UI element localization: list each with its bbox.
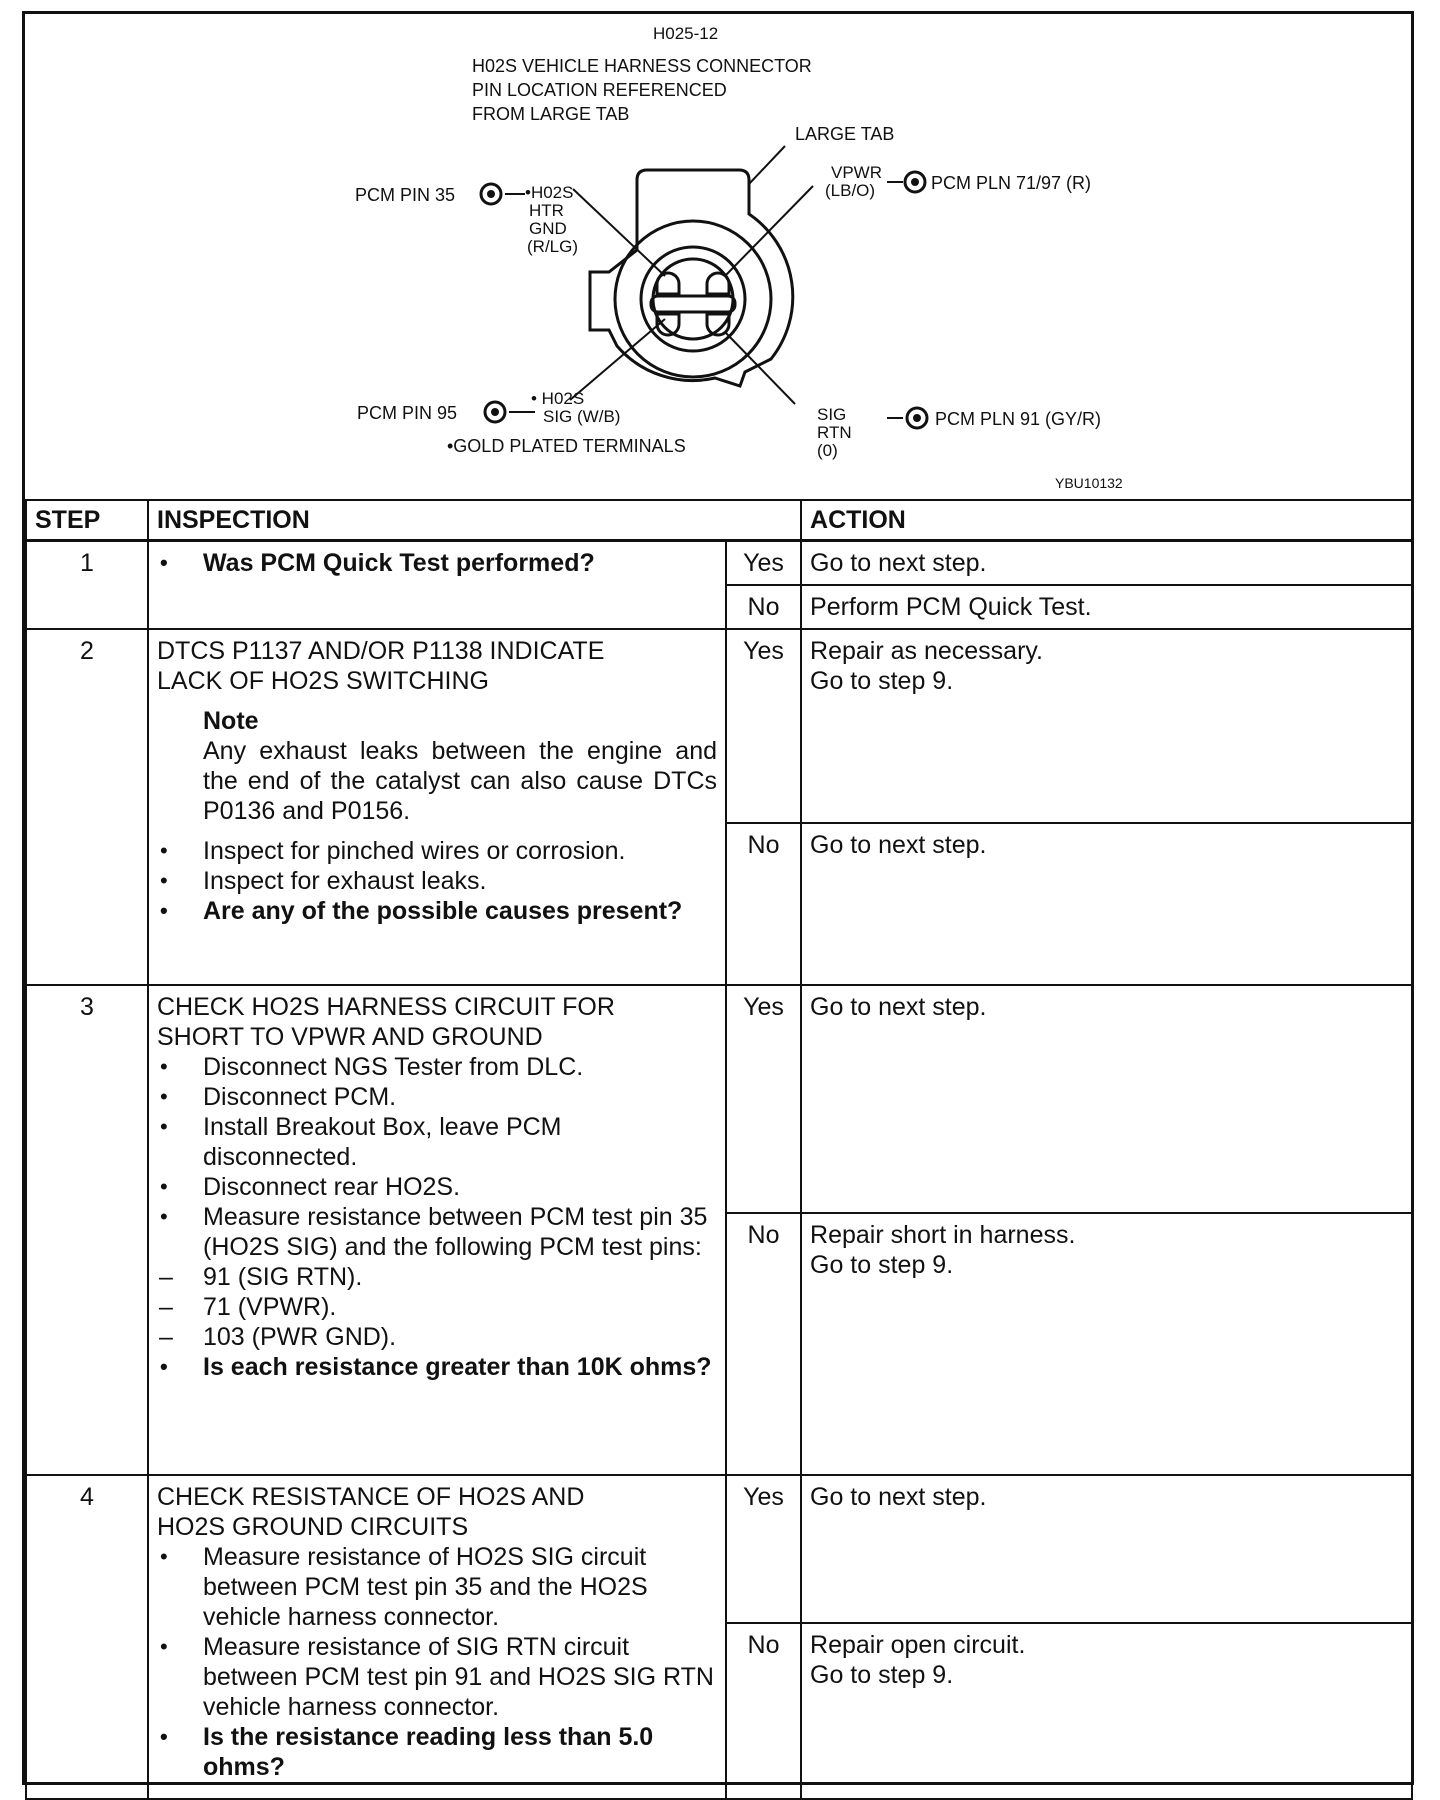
inspection-cell (148, 1475, 726, 1799)
yes-label: Yes (726, 1475, 801, 1623)
label-line: (0) (817, 441, 838, 460)
action-line: Perform PCM Quick Test. (810, 592, 1092, 621)
pin-list (157, 1262, 717, 1352)
bullet-list (157, 1052, 717, 1382)
note-block (157, 706, 717, 826)
label-line: • H02S (531, 389, 585, 408)
action-line: Go to step 9. (810, 1250, 954, 1279)
leader-line (749, 146, 785, 184)
step-row (26, 629, 1412, 823)
yes-label: Yes (726, 541, 801, 585)
step-number: 2 (26, 629, 148, 985)
step-row (26, 1475, 1412, 1623)
step-title-line: CHECK HO2S HARNESS CIRCUIT FOR (157, 992, 615, 1021)
note-text: Any exhaust leaks between the engine and the end of the catalyst can also cause DTCs P0136 and P0156. (203, 736, 717, 825)
table-header-row (26, 500, 1412, 541)
pcm-pin-95-label: PCM PIN 95 (357, 403, 458, 423)
diagnostic-table (25, 499, 1413, 1800)
header-step: STEP (26, 500, 148, 541)
label-line: •H02S (525, 183, 574, 202)
pin-item: – 71 (VPWR). (157, 1292, 717, 1322)
label-line: (LB/O) (825, 181, 876, 200)
step-title-line: DTCS P1137 AND/OR P1138 INDICATE (157, 636, 605, 665)
step-question: • Was PCM Quick Test performed? (157, 548, 717, 578)
step-title-line: CHECK RESISTANCE OF HO2S AND (157, 1482, 585, 1511)
bullet-item: • Inspect for pinched wires or corrosion. (157, 836, 717, 866)
pcm-pin-91-label: PCM PLN 91 (GY/R) (935, 409, 1102, 429)
yes-action (801, 985, 1412, 1213)
no-action (801, 1623, 1412, 1799)
sig-rtn-label (817, 405, 856, 460)
bullet-item: • Disconnect PCM. (157, 1082, 717, 1112)
caption-line: FROM LARGE TAB (472, 104, 630, 124)
leader-line (725, 186, 813, 276)
pin-bar (651, 296, 735, 312)
yes-action (801, 541, 1412, 585)
action-line: Repair as necessary. (810, 636, 1043, 665)
pin-item: – 103 (PWR GND). (157, 1322, 717, 1352)
vpwr-label (825, 163, 887, 200)
leader-line (725, 332, 795, 404)
pin-marker (485, 402, 505, 422)
bullet-list (157, 836, 717, 926)
bullet-item: • Install Breakout Box, leave PCM disconnected. (157, 1112, 717, 1172)
no-action (801, 1213, 1412, 1475)
label-line: RTN (817, 423, 852, 442)
step-title-line: HO2S GROUND CIRCUITS (157, 1512, 469, 1541)
sig-label (531, 389, 620, 426)
step-number: 3 (26, 985, 148, 1475)
bullet-item: • Measure resistance of SIG RTN circuit between PCM test pin 91 and HO2S SIG RTN vehicle harness connector. (157, 1632, 717, 1722)
caption-line: PIN LOCATION REFERENCED (472, 80, 727, 100)
action-line: Go to step 9. (810, 1660, 954, 1689)
step-row (26, 541, 1412, 585)
label-line: (R/LG) (527, 237, 578, 256)
yes-action (801, 629, 1412, 823)
bullet-text: Measure resistance between PCM test pin 35 (HO2S SIG) and the following PCM test pins: (203, 1202, 708, 1261)
yes-label: Yes (726, 629, 801, 823)
htr-gnd-label (525, 183, 578, 256)
inspection-cell (148, 541, 726, 629)
action-line: Repair short in harness. (810, 1220, 1076, 1249)
no-action (801, 585, 1412, 629)
no-label: No (726, 585, 801, 629)
label-line: SIG (W/B) (543, 407, 621, 426)
pin-marker (481, 184, 501, 204)
pcm-pin-35-label: PCM PIN 35 (355, 185, 456, 205)
leader-line (570, 319, 665, 400)
step-title-line: LACK OF HO2S SWITCHING (157, 666, 489, 695)
bullet-list (157, 548, 717, 578)
large-tab-label: LARGE TAB (795, 124, 895, 144)
yes-action (801, 1475, 1412, 1623)
step-question: • Is each resistance greater than 10K ohms? (157, 1352, 717, 1382)
no-label: No (726, 1213, 801, 1475)
image-code: YBU10132 (1055, 475, 1123, 491)
label-line: HTR (529, 201, 564, 220)
connector-diagram (25, 14, 1411, 499)
label-line: VPWR (831, 163, 882, 182)
step-number: 4 (26, 1475, 148, 1799)
inspection-cell (148, 629, 726, 985)
connector-face (653, 259, 733, 339)
label-line: GND (529, 219, 567, 238)
action-line: Go to next step. (810, 992, 987, 1021)
bullet-item: • Inspect for exhaust leaks. (157, 866, 717, 896)
no-label: No (726, 823, 801, 985)
inspection-cell (148, 985, 726, 1475)
action-line: Go to next step. (810, 549, 987, 577)
pin-item: – 91 (SIG RTN). (157, 1262, 717, 1292)
bullet-item: • Measure resistance of HO2S SIG circuit between PCM test pin 35 and the HO2S vehicle harness connector. (157, 1542, 717, 1632)
action-line: Repair open circuit. (810, 1630, 1026, 1659)
step-question: • Is the resistance reading less than 5.0 ohms? (157, 1722, 717, 1782)
bullet-list (157, 1542, 717, 1782)
pin-marker (905, 172, 925, 192)
figure-id: H025-12 (653, 24, 719, 43)
action-line: Go to next step. (810, 830, 987, 859)
document-page (22, 11, 1414, 1785)
header-inspection: INSPECTION (148, 500, 801, 541)
action-line: Go to next step. (810, 1482, 987, 1511)
note-title: Note (203, 706, 259, 735)
no-label: No (726, 1623, 801, 1799)
bullet-item: • Disconnect NGS Tester from DLC. (157, 1052, 717, 1082)
caption-line: H02S VEHICLE HARNESS CONNECTOR (472, 56, 812, 76)
pin-marker (907, 408, 927, 428)
connector-housing (590, 170, 793, 386)
step-number: 1 (26, 541, 148, 629)
pcm-pin-71-97-label: PCM PLN 71/97 (R) (931, 173, 1092, 193)
yes-label: Yes (726, 985, 801, 1213)
step-question: • Are any of the possible causes present? (157, 896, 717, 926)
pin-terminal (657, 273, 679, 294)
connector-outer-ring (615, 221, 771, 377)
bullet-item (157, 1202, 717, 1352)
step-row (26, 985, 1412, 1213)
gold-plated-note: •GOLD PLATED TERMINALS (447, 436, 686, 456)
label-line: SIG (817, 405, 847, 424)
diagram-caption (472, 56, 817, 124)
bullet-item: • Disconnect rear HO2S. (157, 1172, 717, 1202)
header-action: ACTION (801, 500, 1412, 541)
step-title-line: SHORT TO VPWR AND GROUND (157, 1022, 543, 1051)
no-action (801, 823, 1412, 985)
action-line: Go to step 9. (810, 666, 954, 695)
